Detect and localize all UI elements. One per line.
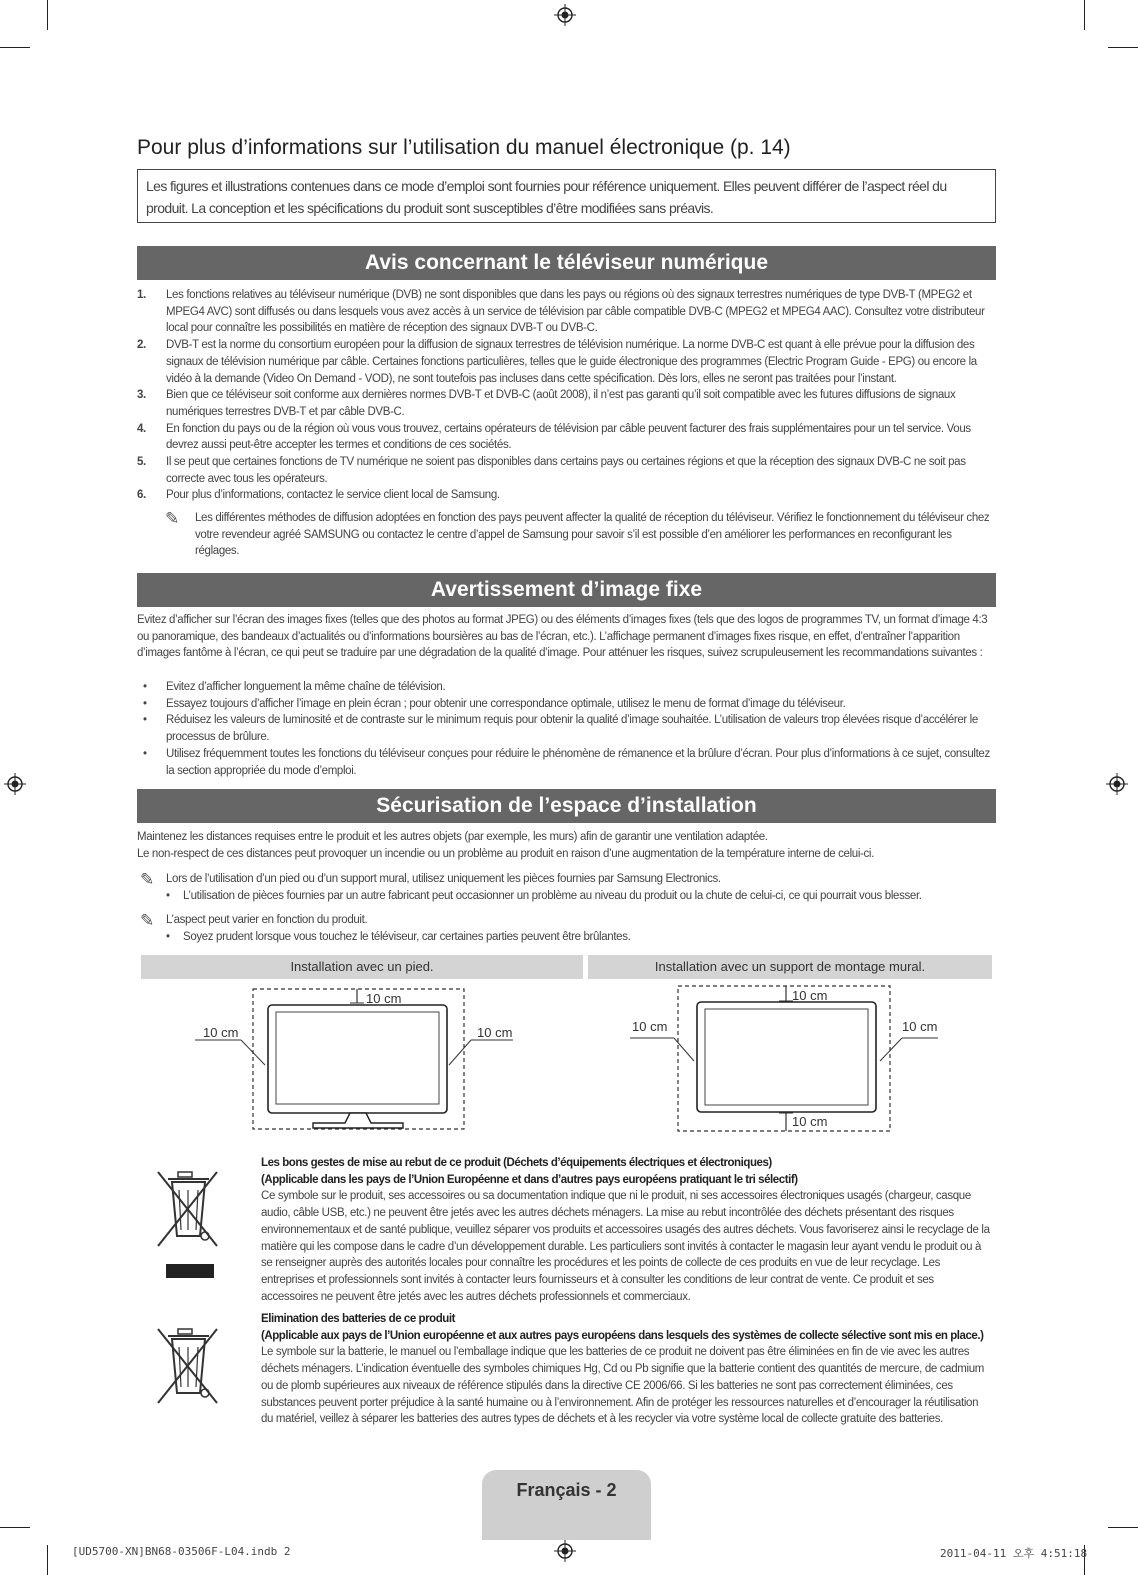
broadcast-note: Les différentes méthodes de diffusion adoptées en fonction des pays peuvent affecter la qualité de réception du téléviseur. Vérifiez le fonctionnement du téléviseur chez votre revendeur agréé SAMSUNG ou contactez le centre d’appel de Samsung pour savoir s’il est possible d’en améliorer les performances en reconfigurant les réglages. [195, 512, 990, 558]
weee-subtitle: (Applicable dans les pays de l’Union Européenne et dans d’autres pays européens pratiquant le tri sélectif) [261, 1173, 798, 1186]
dimension-label: 10 cm [477, 1025, 513, 1040]
stand-clearance-diagram [195, 985, 525, 1135]
crop-mark [1108, 47, 1138, 48]
item-text: Les fonctions relatives au téléviseur numérique (DVB) ne sont disponibles que dans les pays ou régions où des signaux terrestres numériques de type DVB-T (MPEG2 et MPEG4 AVC) sont diffusés ou dans lesquels vous avez accès à un service de télévision par câble compatible DVB-C (MPEG2 et MPEG4 AAC). Consultez votre distributeur local pour connaître les possibilités en matière de réception des signaux DVB-T ou DVB-C. [166, 289, 985, 335]
list-item [137, 454, 992, 487]
bullet-text: Evitez d’afficher longuement la même chaîne de télévision. [166, 681, 446, 693]
crop-mark [1108, 1527, 1138, 1528]
list-item [137, 679, 994, 696]
dimension-label: 10 cm [902, 1019, 938, 1034]
crop-mark [47, 0, 48, 30]
print-date: 2011-04-11 오후 4:51:18 [940, 1547, 1088, 1560]
bullet-icon: • [143, 747, 147, 760]
section-title-installation: Sécurisation de l’espace d’installation [137, 789, 996, 823]
bullet-icon: • [166, 889, 170, 902]
crop-mark [47, 1545, 48, 1575]
appearance-note [166, 912, 996, 945]
battery-notice [261, 1311, 991, 1428]
stand-note [166, 871, 996, 904]
dimension-label: 10 cm [792, 1114, 828, 1129]
pencil-note-icon: ✎ [140, 911, 155, 930]
list-item [137, 421, 992, 454]
bullet-text: Réduisez les valeurs de luminosité et de contraste sur le minimum requis pour obtenir la qualité d’image souhaitée. L’utilisation de valeurs trop élevées risque d’accélérer le processus de brûlure. [166, 714, 978, 744]
bullet-text: Utilisez fréquemment toutes les fonctions du téléviseur conçues pour réduire le phénomène de rémanence et la brûlure d’écran. Pour plus d’informations à ce sujet, consultez la section appropriée du mode d’emploi. [166, 747, 990, 777]
item-number: 4. [137, 422, 146, 435]
crossed-battery-bin-icon [155, 1325, 225, 1410]
list-item [137, 387, 992, 420]
battery-title: Elimination des batteries de ce produit [261, 1313, 455, 1325]
page-number-tab: Français - 2 [482, 1470, 651, 1540]
caption-wall-mount: Installation avec un support de montage mural. [588, 955, 992, 979]
installation-line-1: Maintenez les distances requises entre le produit et les autres objets (par exemple, les murs) afin de garantir une ventilation adaptée. [137, 831, 768, 843]
crop-mark [1084, 0, 1085, 30]
item-number: 3. [137, 389, 146, 402]
item-text: En fonction du pays ou de la région où vous vous trouvez, certains opérateurs de télévision par câble peuvent facturer des frais supplémentaires pour un tel service. Vous devrez aussi peut-être accepter les termes et conditions de ces sociétés. [166, 422, 971, 452]
caption-stand: Installation avec un pied. [141, 955, 583, 979]
dimension-label: 10 cm [203, 1025, 239, 1040]
registration-mark-icon [554, 1540, 576, 1562]
item-number: 2. [137, 339, 146, 352]
bullet-icon: • [143, 697, 147, 710]
registration-mark-icon [1106, 773, 1128, 795]
still-image-bullets [137, 679, 994, 779]
item-number: 5. [137, 456, 146, 469]
registration-mark-icon [4, 773, 26, 795]
item-text: DVB-T est la norme du consortium européen pour la diffusion de signaux terrestres de télévision numérique. La norme DVB-C est quant à elle prévue pour la diffusion des signaux de télévision numérique par câble. Certaines fonctions particulières, telles que le guide électronique des programmes (Electric Program Guide - EPG) ou encore la vidéo à la demande (Video On Demand - VOD), ne sont toutefois pas incluses dans cette spécification. Dès lors, elles ne seront pas traitées pour l’instant. [166, 339, 977, 385]
dimension-label: 10 cm [366, 991, 402, 1006]
bullet-text: L’utilisation de pièces fournies par un autre fabricant peut occasionner un problème au niveau du produit ou la chute de celui-ci, ce qui pourrait vous blesser. [183, 889, 922, 902]
note-text: L’aspect peut varier en fonction du produit. [166, 914, 368, 926]
list-item [137, 287, 992, 337]
item-text: Il se peut que certaines fonctions de TV numérique ne soient pas disponibles dans certains pays ou certaines régions et que la réception des signaux DVB-C ne soit pas correcte avec tous les opérateurs. [166, 456, 966, 485]
list-item [137, 712, 994, 745]
print-file-name: [UD5700-XN]BN68-03506F-L04.indb 2 [72, 1545, 291, 1558]
bullet-icon: • [143, 714, 147, 727]
list-item [137, 487, 992, 504]
item-text: Pour plus d’informations, contactez le service client local de Samsung. [166, 489, 500, 502]
bullet-text: Soyez prudent lorsque vous touchez le téléviseur, car certaines parties peuvent être brûlantes. [183, 930, 631, 943]
sub-bullet [166, 929, 996, 946]
crossed-bin-icon [155, 1168, 225, 1280]
battery-body: Le symbole sur la batterie, le manuel ou l’emballage indique que les batteries de ce produit ne doivent pas être éliminées en fin de vie avec les autres déchets ménagers. L’indication éventuelle des symboles chimiques Hg, Cd ou Pb signifie que la batterie contient des quantités de mercure, de cadmium ou de plomb supérieures aux niveaux de référence stipulés dans la directive CE 2006/66. Si les batteries ne sont pas correctement éliminées, ces substances peuvent porter préjudice à la santé humaine ou à l’environnement. Afin de protéger les ressources naturelles et d’encourager la réutilisation du matériel, veillez à séparer les batteries des autres types de déchets et à les recycler via votre système local de collecte gratuite des batteries. [261, 1346, 984, 1426]
pencil-note-icon: ✎ [165, 509, 180, 528]
item-number: 6. [137, 489, 146, 502]
item-number: 1. [137, 289, 146, 301]
registration-mark-icon [554, 4, 576, 26]
dimension-label: 10 cm [792, 988, 828, 1003]
weee-title: Les bons gestes de mise au rebut de ce produit (Déchets d’équipements électriques et électroniques) [261, 1157, 772, 1169]
weee-notice [261, 1155, 991, 1305]
digital-tv-list [137, 287, 992, 504]
installation-line-2: Le non-respect de ces distances peut provoquer un incendie ou un problème au produit en raison d’une augmentation de la température interne de celui-ci. [137, 847, 874, 860]
list-item [137, 337, 992, 387]
list-item [137, 746, 994, 779]
bullet-icon: • [143, 681, 147, 693]
list-item [137, 696, 994, 713]
item-text: Bien que ce téléviseur soit conforme aux dernières normes DVB-T et DVB-C (août 2008), il n’est pas garanti qu’il soit compatible avec les futures diffusions de signaux numériques terrestres DVB-T et par câble DVB-C. [166, 389, 956, 418]
installation-paragraph [137, 829, 994, 862]
page-heading: Pour plus d’informations sur l’utilisation du manuel électronique (p. 14) [137, 136, 791, 159]
still-image-paragraph: Evitez d’afficher sur l’écran des images fixes (telles que des photos au format JPEG) ou des éléments d’images fixes (tels que des logos de programmes TV, un format d’image 4:3 ou panoramique, des bandeaux d’actualités ou d’informations boursières au bas de l’écran, etc.). L’affichage permanent d’images fixes risque, en effet, d’entraîner l’apparition d’images fantôme à l’écran, ce qui peut se traduire par une dégradation de la qualité d’image. Pour atténuer les risques, suivez scrupuleusement les recommandations suivantes : [137, 614, 988, 660]
note-text: Lors de l’utilisation d’un pied ou d’un support mural, utilisez uniquement les pièces fournies par Samsung Electronics. [166, 873, 721, 885]
dimension-label: 10 cm [632, 1019, 668, 1034]
crop-mark [0, 47, 30, 48]
bullet-text: Essayez toujours d’afficher l’image en plein écran ; pour obtenir une correspondance optimale, utilisez le menu de format d’image du téléviseur. [166, 697, 846, 710]
section-title-still-image: Avertissement d’image fixe [137, 573, 996, 607]
pencil-note-icon: ✎ [140, 870, 155, 889]
sub-bullet [166, 888, 996, 905]
battery-subtitle: (Applicable aux pays de l’Union européenne et aux autres pays européens dans lesquels des systèmes de collecte sélective sont mis en place.) [261, 1329, 984, 1342]
crop-mark [0, 1527, 30, 1528]
bullet-icon: • [166, 930, 170, 943]
weee-body: Ce symbole sur le produit, ses accessoires ou sa documentation indique que ni le produit, ni ses accessoires électroniques usagés (chargeur, casque audio, câble USB, etc.) ne peuvent être jetés avec les autres déchets ménagers. La mise au rebut incontrôlée des déchets présentant des risques environnementaux et de santé publique, veuillez séparer vos produits et accessoires usagés des autres déchets. Vous favoriserez ainsi le recyclage de la matière qui les compose dans le cadre d’un développement durable. Les particuliers sont invités à contacter le magasin leur ayant vendu le produit ou à se renseigner auprès des autorités locales pour connaître les procédures et les points de collecte de ces produits en vue de leur recyclage. Les entreprises et professionnels sont invités à contacter leurs fournisseurs et à consulter les conditions de leur contrat de vente. Ce produit et ses accessoires ne peuvent être jetés avec les autres déchets professionnels et commerciaux. [261, 1190, 990, 1303]
wall-mount-clearance-diagram [630, 983, 940, 1133]
disclaimer-box: Les figures et illustrations contenues dans ce mode d’emploi sont fournies pour référence uniquement. Elles peuvent différer de l’aspect réel du produit. La conception et les spécifications du produit sont susceptibles d’être modifiées sans préavis. [137, 169, 996, 223]
section-title-digital-tv: Avis concernant le téléviseur numérique [137, 246, 996, 280]
